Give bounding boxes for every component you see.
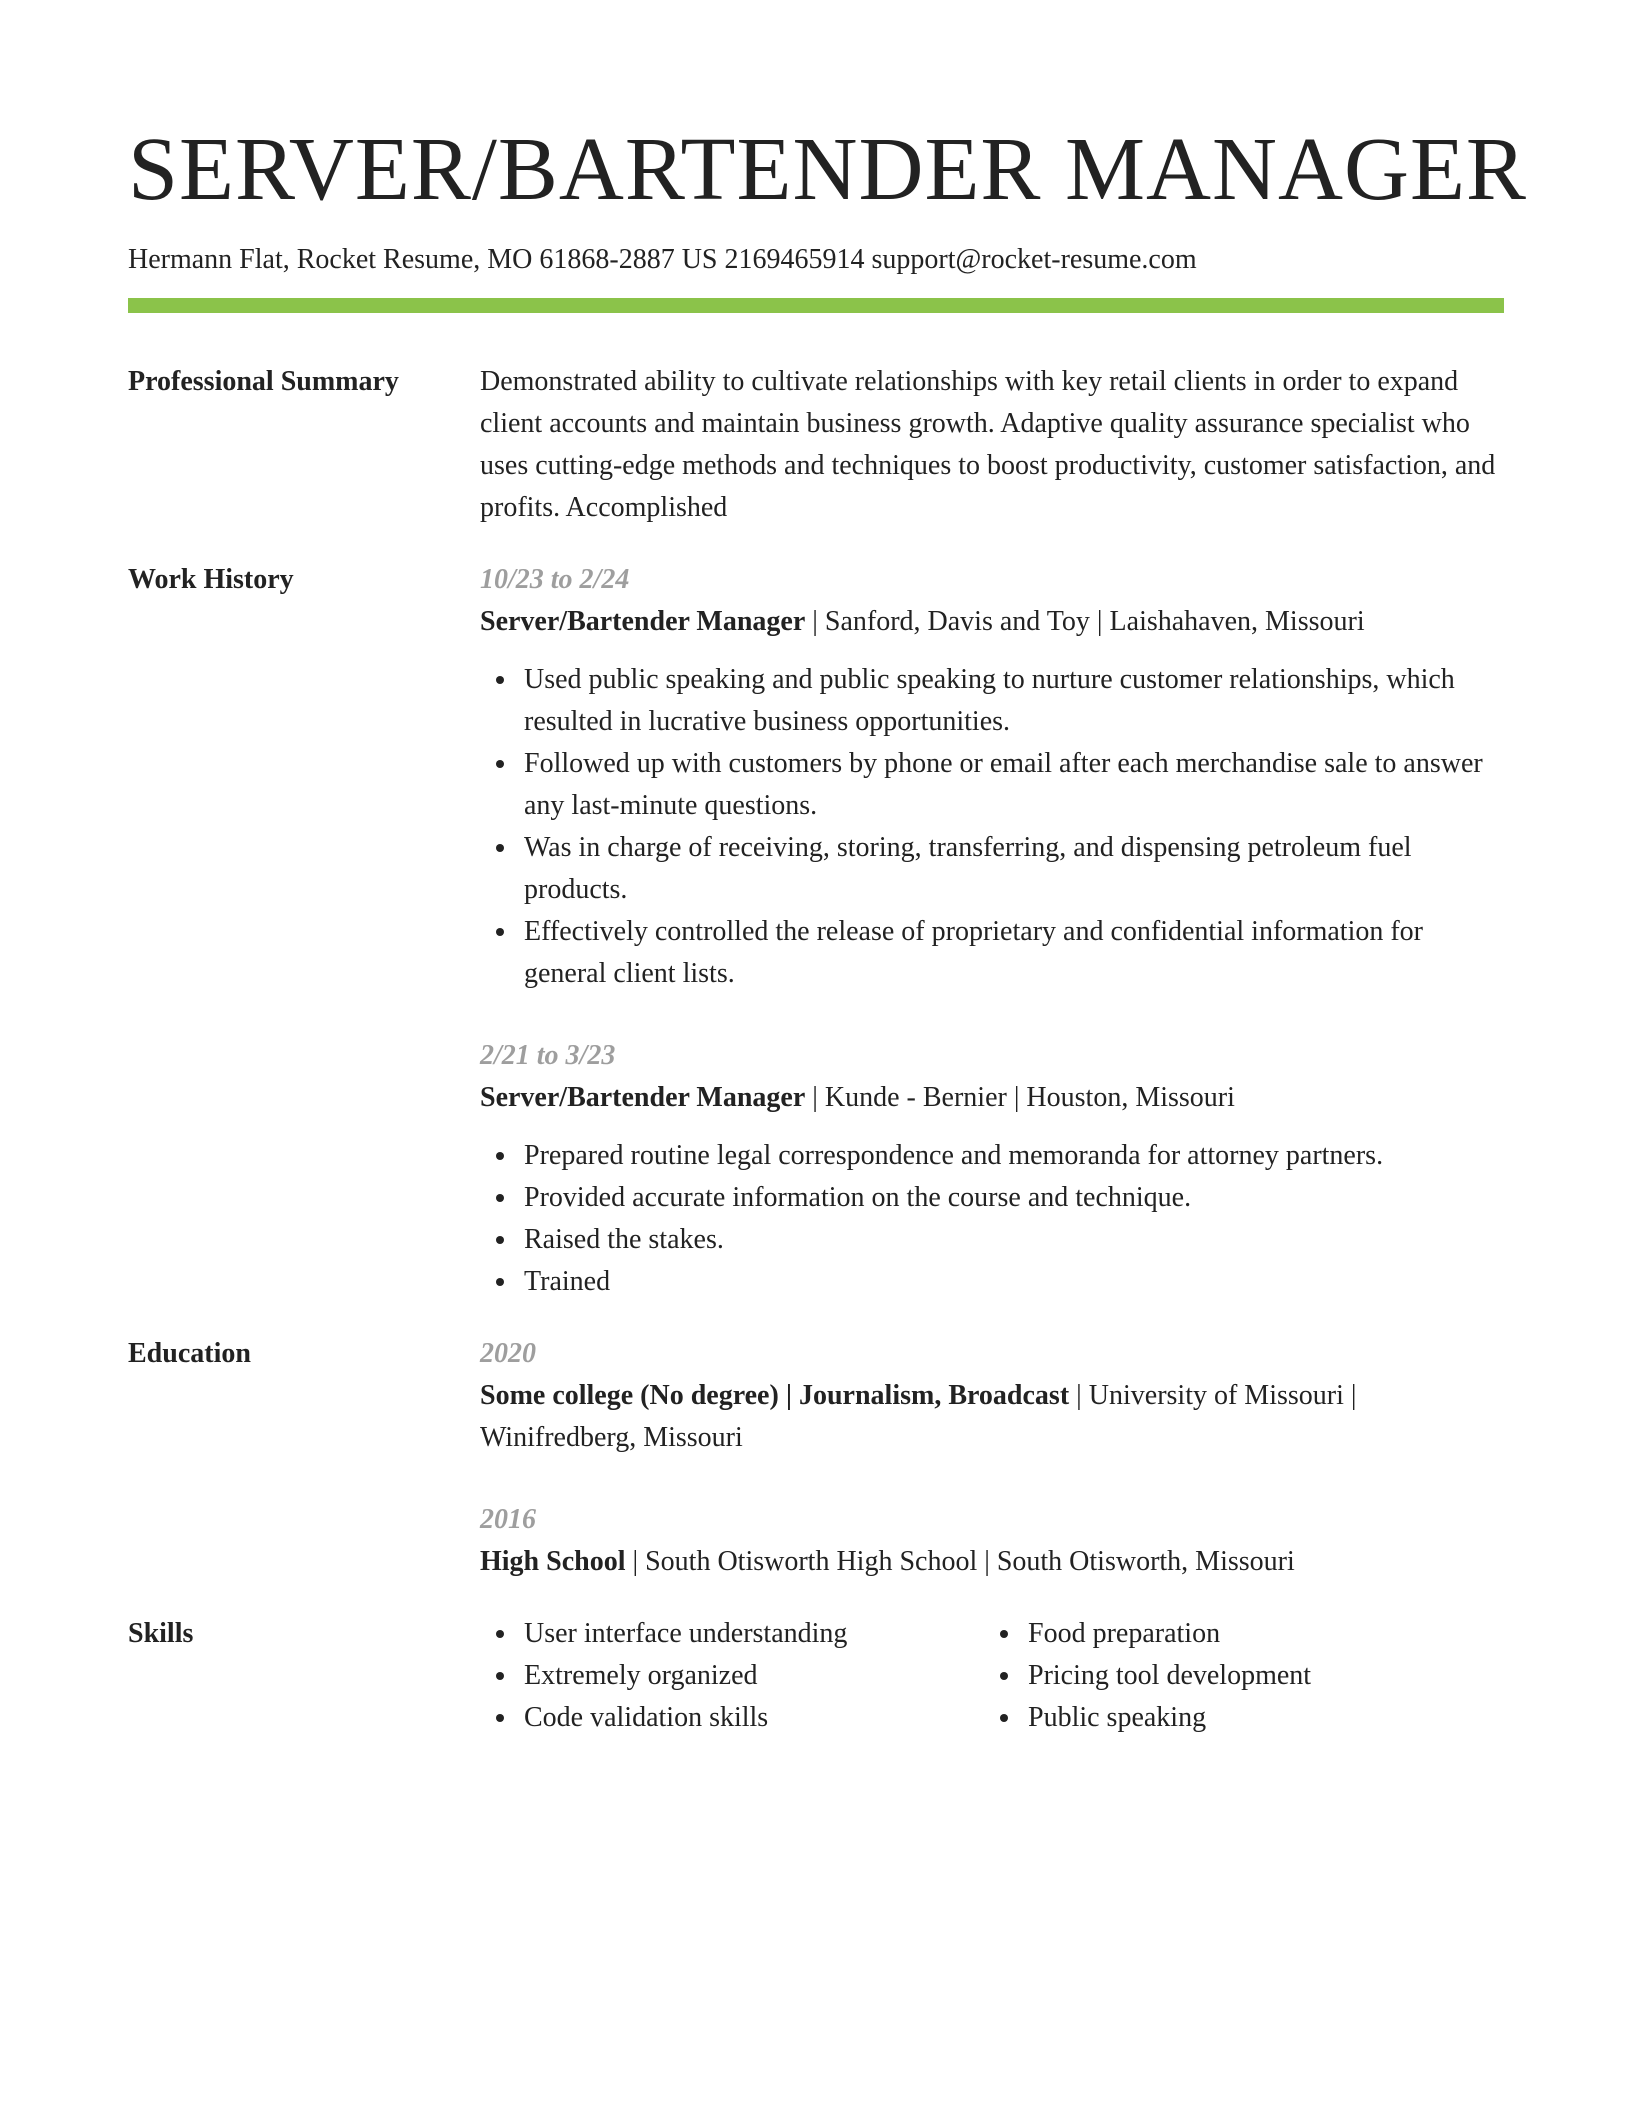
job-duties-list (480, 659, 1504, 995)
job-duty-text: Raised the stakes. (524, 1224, 724, 1255)
job-duties-list (480, 1135, 1504, 1303)
bullet-icon (496, 760, 504, 768)
job-duty-item (524, 911, 1504, 995)
job-duty-text: Prepared routine legal correspondence and memoranda for attorney partners. (524, 1140, 1384, 1171)
job-entry (480, 1035, 1504, 1303)
education-content (480, 1333, 1504, 1583)
education-heading: Education (128, 1338, 251, 1369)
job-title: Server/Bartender Manager (480, 1082, 806, 1113)
bullet-icon (496, 844, 504, 852)
education-entry (480, 1333, 1504, 1459)
bullet-icon (496, 676, 504, 684)
bullet-icon (496, 1236, 504, 1244)
skill-item (1028, 1697, 1448, 1739)
skills-heading: Skills (128, 1618, 194, 1649)
education-details: | University of Missouri | Winifredberg, Missouri (480, 1380, 1357, 1453)
bullet-icon (1000, 1714, 1008, 1722)
job-duty-text: Used public speaking and public speaking to nurture customer relationships, which resulted in lucrative business opportunities. (524, 664, 1455, 737)
skills-grid (480, 1613, 1504, 1739)
skills-list-right (984, 1613, 1448, 1739)
skill-item (524, 1655, 984, 1697)
job-dates: 10/23 to 2/24 (480, 564, 630, 595)
summary-heading: Professional Summary (128, 366, 399, 397)
bullet-icon (496, 1672, 504, 1680)
education-line (480, 1375, 1504, 1459)
job-title-line (480, 601, 1504, 643)
education-line (480, 1541, 1504, 1583)
bullet-icon (496, 1278, 504, 1286)
job-duty-text: Trained (524, 1266, 611, 1297)
job-details: | Kunde - Bernier | Houston, Missouri (805, 1082, 1235, 1113)
skills-list-left (480, 1613, 984, 1739)
summary-section (128, 361, 1504, 529)
contact-phone: 2169465914 (724, 244, 865, 275)
bullet-icon (1000, 1672, 1008, 1680)
skill-text: Extremely organized (524, 1660, 758, 1691)
job-duty-text: Effectively controlled the release of proprietary and confidential information for general client lists. (524, 916, 1424, 989)
job-duty-text: Followed up with customers by phone or email after each merchandise sale to answer any last-minute questions. (524, 748, 1483, 821)
resume-page (128, 118, 1527, 1739)
skill-item (524, 1697, 984, 1739)
job-duty-item (524, 743, 1504, 827)
job-duty-item (524, 827, 1504, 911)
job-duty-text: Provided accurate information on the course and technique. (524, 1182, 1192, 1213)
job-duty-item (524, 1135, 1504, 1177)
bullet-icon (496, 1714, 504, 1722)
skill-item (524, 1613, 984, 1655)
work-history-heading: Work History (128, 564, 294, 595)
header-divider-rule (128, 298, 1504, 313)
skills-section (128, 1613, 1504, 1739)
education-entry (480, 1499, 1504, 1583)
education-year: 2020 (480, 1338, 536, 1369)
job-entry (480, 559, 1504, 995)
work-history-content (480, 559, 1504, 1303)
education-year: 2016 (480, 1504, 536, 1535)
education-degree: High School (480, 1546, 626, 1577)
skill-text: User interface understanding (524, 1618, 848, 1649)
job-duty-text: Was in charge of receiving, storing, transferring, and dispensing petroleum fuel products. (524, 832, 1412, 905)
work-history-section (128, 559, 1504, 1303)
job-duty-item (524, 1177, 1504, 1219)
job-dates: 2/21 to 3/23 (480, 1040, 616, 1071)
job-details: | Sanford, Davis and Toy | Laishahaven, Missouri (805, 606, 1365, 637)
job-duty-item (524, 659, 1504, 743)
skill-text: Food preparation (1028, 1618, 1221, 1649)
bullet-icon (496, 1152, 504, 1160)
job-title: Server/Bartender Manager (480, 606, 806, 637)
job-duty-item (524, 1219, 1504, 1261)
job-title-line (480, 1077, 1504, 1119)
skill-text: Public speaking (1028, 1702, 1207, 1733)
resume-name-title: SERVER/BARTENDER MANAGER (128, 120, 1527, 219)
contact-line (128, 242, 1504, 278)
bullet-icon (496, 928, 504, 936)
contact-address: Hermann Flat, Rocket Resume, MO 61868-2887 US (128, 244, 718, 275)
skill-item (1028, 1655, 1448, 1697)
education-degree: Some college (No degree) | Journalism, Broadcast (480, 1380, 1070, 1411)
bullet-icon (496, 1194, 504, 1202)
summary-text: Demonstrated ability to cultivate relationships with key retail clients in order to expand client accounts and maintain business growth. Adaptive quality assurance specialist who uses cutting-edge methods and techniques to boost productivity, customer satisfaction, and profits. Accomplished (480, 366, 1496, 523)
skill-text: Code validation skills (524, 1702, 769, 1733)
contact-email: support@rocket-resume.com (871, 244, 1197, 275)
job-duty-item (524, 1261, 1504, 1303)
education-section (128, 1333, 1504, 1583)
skill-text: Pricing tool development (1028, 1660, 1312, 1691)
bullet-icon (1000, 1630, 1008, 1638)
skill-item (1028, 1613, 1448, 1655)
bullet-icon (496, 1630, 504, 1638)
skills-content (480, 1613, 1504, 1739)
education-details: | South Otisworth High School | South Otisworth, Missouri (625, 1546, 1295, 1577)
